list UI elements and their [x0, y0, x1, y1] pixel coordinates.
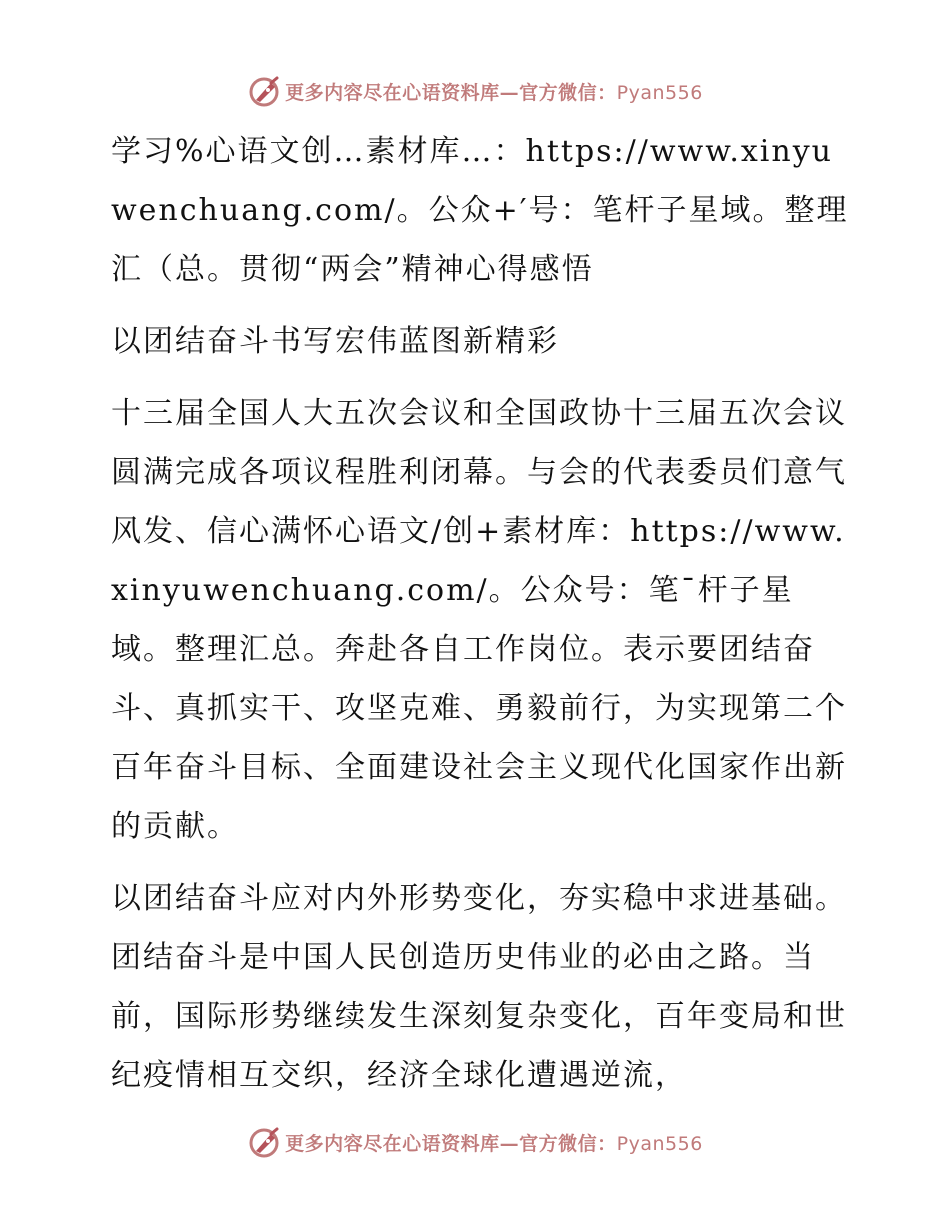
section-heading: 以团结奋斗书写宏伟蓝图新精彩: [111, 324, 559, 359]
watermark-footer-inner: [247, 1125, 703, 1159]
watermark-footer-text: [285, 1129, 703, 1156]
watermark-header-text: [285, 78, 703, 105]
watermark-header: [0, 71, 950, 111]
watermark-footer-label: 更多内容尽在心语资料库—官方微信：: [285, 1132, 617, 1155]
paragraph-body-2: 以团结奋斗应对内外形势变化，夯实稳中求进基础。团结奋斗是中国人民创造历史伟业的必由之路。当前，国际形势继续发生深刻复杂变化，百年变局和世纪疫情相互交织，经济全球化遭遇逆流，: [111, 881, 847, 1093]
document-body: [97, 122, 857, 1105]
watermark-header-wechat-id: Pyan556: [616, 81, 703, 104]
watermark-header-label: 更多内容尽在心语资料库—官方微信：: [285, 81, 617, 104]
watermark-header-inner: [247, 74, 703, 108]
watermark-footer: [0, 1122, 950, 1162]
paragraph-intro: 学习%心语文创…素材库…：https://www.xinyuwenchuang.com/。公众+′号：笔杆子星域。整理汇（总。贯彻“两会”精神心得感悟: [111, 134, 849, 287]
paragraph-body-1: 十三届全国人大五次会议和全国政协十三届五次会议圆满完成各项议程胜利闭幕。与会的代表委员们意气风发、信心满怀心语文/创+素材库：https://www.xinyuwenchuang.com/。公众号：笔¯杆子星域。整理汇总。奔赴各自工作岗位。表示要团结奋斗、真抓实干、攻坚克难、勇毅前行，为实现第二个百年奋斗目标、全面建设社会主义现代化国家作出新的贡献。: [111, 396, 847, 844]
pen-nib-logo-icon: [247, 1125, 281, 1159]
watermark-footer-wechat-id: Pyan556: [616, 1132, 703, 1155]
pen-nib-logo-icon: [247, 74, 281, 108]
